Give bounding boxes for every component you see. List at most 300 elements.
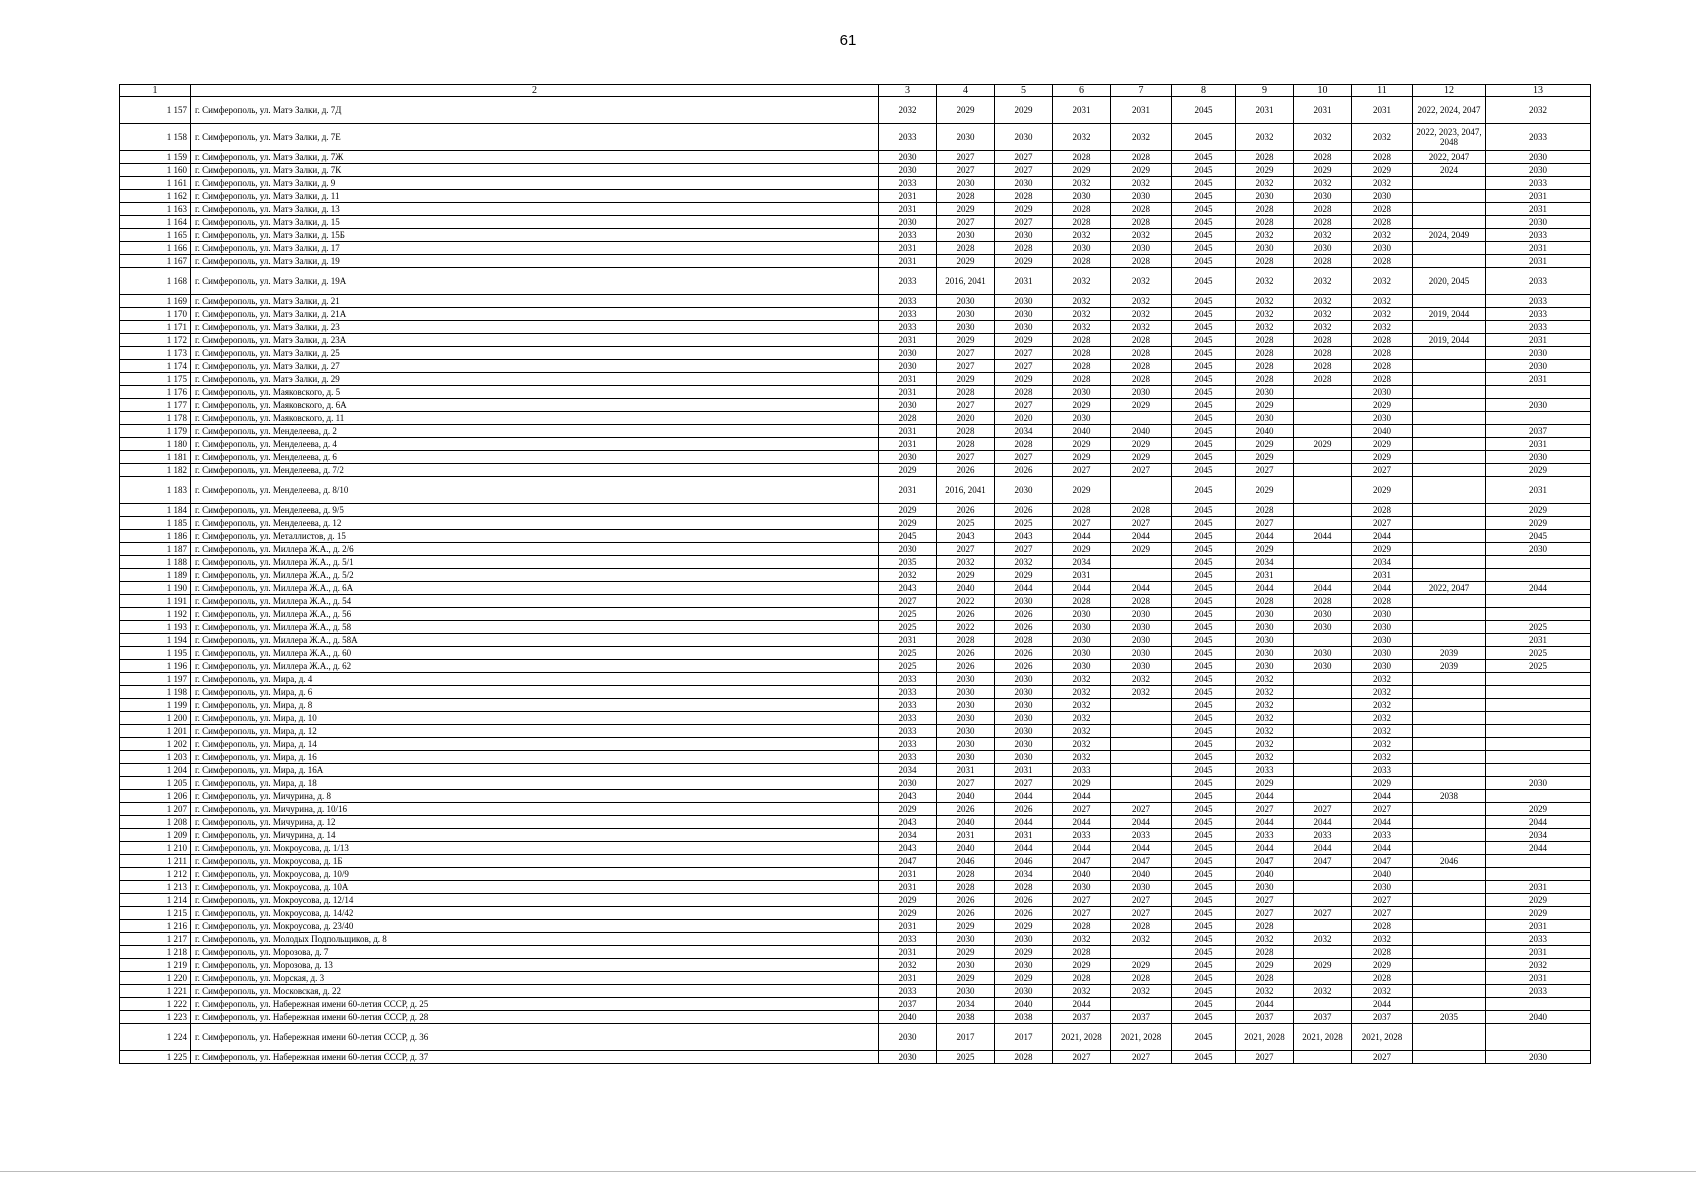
year-cell: 2044 — [1294, 842, 1352, 855]
year-cell: 2031 — [1053, 97, 1111, 124]
year-cell — [1486, 686, 1591, 699]
year-cell: 2031 — [1486, 946, 1591, 959]
year-cell: 2032 — [1053, 738, 1111, 751]
year-cell: 2025 — [937, 1051, 995, 1064]
year-cell: 2045 — [1172, 190, 1236, 203]
table-row — [120, 1051, 1591, 1064]
year-cell: 2040 — [1486, 1011, 1591, 1024]
year-cell: 2030 — [1486, 216, 1591, 229]
address-cell: г. Симферополь, ул. Мира, д. 10 — [191, 712, 879, 725]
year-cell: 2029 — [995, 373, 1053, 386]
year-cell: 2026 — [937, 907, 995, 920]
row-number-cell: 1 163 — [120, 203, 191, 216]
column-header: 7 — [1111, 85, 1172, 97]
year-cell: 2032 — [1352, 268, 1413, 295]
year-cell: 2030 — [879, 164, 937, 177]
year-cell: 2027 — [995, 399, 1053, 412]
year-cell: 2031 — [879, 190, 937, 203]
year-cell: 2027 — [1294, 907, 1352, 920]
year-cell — [1413, 347, 1486, 360]
year-cell: 2028 — [937, 881, 995, 894]
year-cell: 2030 — [1053, 621, 1111, 634]
year-cell: 2029 — [1294, 438, 1352, 451]
year-cell: 2022 — [937, 595, 995, 608]
row-number-cell: 1 200 — [120, 712, 191, 725]
address-cell: г. Симферополь, ул. Менделеева, д. 2 — [191, 425, 879, 438]
year-cell: 2028 — [937, 242, 995, 255]
year-cell: 2027 — [995, 451, 1053, 464]
year-cell: 2040 — [1111, 425, 1172, 438]
address-cell: г. Симферополь, ул. Маяковского, д. 5 — [191, 386, 879, 399]
address-cell: г. Симферополь, ул. Набережная имени 60-летия СССР, д. 36 — [191, 1024, 879, 1051]
row-number-cell: 1 178 — [120, 412, 191, 425]
year-cell: 2032 — [1053, 308, 1111, 321]
year-cell: 2033 — [879, 295, 937, 308]
year-cell: 2030 — [1053, 412, 1111, 425]
year-cell: 2031 — [1486, 255, 1591, 268]
year-cell: 2026 — [995, 464, 1053, 477]
year-cell: 2045 — [1172, 412, 1236, 425]
address-cell: г. Симферополь, ул. Мокроусова, д. 1/13 — [191, 842, 879, 855]
year-cell: 2031 — [1486, 190, 1591, 203]
year-cell: 2030 — [1111, 386, 1172, 399]
year-cell: 2030 — [1294, 242, 1352, 255]
year-cell: 2028 — [1111, 360, 1172, 373]
year-cell — [1486, 725, 1591, 738]
year-cell: 2030 — [1053, 881, 1111, 894]
year-cell: 2045 — [1172, 998, 1236, 1011]
year-cell — [1111, 712, 1172, 725]
year-cell: 2028 — [1352, 347, 1413, 360]
year-cell: 2029 — [1053, 477, 1111, 504]
year-cell — [1413, 894, 1486, 907]
year-cell: 2024 — [1413, 164, 1486, 177]
year-cell: 2026 — [937, 504, 995, 517]
year-cell: 2044 — [1236, 842, 1294, 855]
year-cell: 2028 — [1053, 373, 1111, 386]
year-cell: 2032 — [1236, 177, 1294, 190]
year-cell: 2044 — [1352, 530, 1413, 543]
year-cell — [1111, 738, 1172, 751]
year-cell: 2026 — [937, 660, 995, 673]
year-cell: 2044 — [995, 790, 1053, 803]
address-cell: г. Симферополь, ул. Миллера Ж.А., д. 58 — [191, 621, 879, 634]
year-cell: 2030 — [995, 477, 1053, 504]
address-cell: г. Симферополь, ул. Миллера Ж.А., д. 54 — [191, 595, 879, 608]
table-row — [120, 959, 1591, 972]
address-cell: г. Симферополь, ул. Менделеева, д. 6 — [191, 451, 879, 464]
year-cell — [1486, 751, 1591, 764]
year-cell — [1413, 842, 1486, 855]
address-cell: г. Симферополь, ул. Матэ Залки, д. 7Д — [191, 97, 879, 124]
year-cell: 2032 — [1236, 751, 1294, 764]
year-cell: 2033 — [879, 229, 937, 242]
year-cell: 2030 — [1486, 1051, 1591, 1064]
year-cell: 2027 — [1236, 907, 1294, 920]
year-cell: 2044 — [995, 816, 1053, 829]
year-cell: 2045 — [1172, 816, 1236, 829]
row-number-cell: 1 161 — [120, 177, 191, 190]
year-cell: 2040 — [995, 998, 1053, 1011]
row-number-cell: 1 221 — [120, 985, 191, 998]
year-cell: 2026 — [995, 907, 1053, 920]
year-cell: 2032 — [1053, 177, 1111, 190]
year-cell: 2044 — [1236, 790, 1294, 803]
year-cell: 2029 — [879, 894, 937, 907]
year-cell: 2029 — [1352, 959, 1413, 972]
year-cell: 2027 — [1352, 803, 1413, 816]
column-header: 5 — [995, 85, 1053, 97]
address-cell: г. Симферополь, ул. Менделеева, д. 8/10 — [191, 477, 879, 504]
year-cell: 2032 — [1294, 321, 1352, 334]
year-cell — [1294, 998, 1352, 1011]
year-cell — [1413, 881, 1486, 894]
table-row — [120, 203, 1591, 216]
year-cell — [1413, 464, 1486, 477]
year-cell: 2044 — [1486, 842, 1591, 855]
year-cell: 2022 — [937, 621, 995, 634]
year-cell: 2030 — [937, 177, 995, 190]
row-number-cell: 1 168 — [120, 268, 191, 295]
year-cell — [1413, 412, 1486, 425]
year-cell — [1413, 373, 1486, 386]
year-cell — [1413, 216, 1486, 229]
year-cell: 2030 — [1236, 634, 1294, 647]
year-cell: 2046 — [995, 855, 1053, 868]
year-cell: 2030 — [879, 1051, 937, 1064]
year-cell: 2032 — [1236, 268, 1294, 295]
year-cell: 2029 — [937, 569, 995, 582]
year-cell — [1486, 608, 1591, 621]
year-cell — [1294, 868, 1352, 881]
year-cell — [1294, 699, 1352, 712]
year-cell: 2030 — [1236, 242, 1294, 255]
year-cell: 2028 — [1236, 151, 1294, 164]
year-cell: 2030 — [995, 321, 1053, 334]
year-cell: 2027 — [1352, 1051, 1413, 1064]
row-number-cell: 1 212 — [120, 868, 191, 881]
table-row — [120, 712, 1591, 725]
column-header: 11 — [1352, 85, 1413, 97]
row-number-cell: 1 203 — [120, 751, 191, 764]
year-cell: 2029 — [1053, 399, 1111, 412]
year-cell: 2030 — [879, 543, 937, 556]
year-cell — [1413, 451, 1486, 464]
year-cell — [1294, 504, 1352, 517]
year-cell: 2032 — [1111, 229, 1172, 242]
year-cell: 2028 — [995, 438, 1053, 451]
row-number-cell: 1 183 — [120, 477, 191, 504]
year-cell: 2030 — [879, 1024, 937, 1051]
year-cell: 2029 — [1236, 438, 1294, 451]
year-cell: 2044 — [1352, 582, 1413, 595]
year-cell: 2028 — [1352, 334, 1413, 347]
year-cell: 2029 — [1352, 399, 1413, 412]
address-cell: г. Симферополь, ул. Мира, д. 18 — [191, 777, 879, 790]
year-cell: 2033 — [1486, 308, 1591, 321]
year-cell: 2032 — [1294, 124, 1352, 151]
year-cell: 2031 — [879, 203, 937, 216]
year-cell: 2026 — [995, 803, 1053, 816]
year-cell: 2028 — [1053, 151, 1111, 164]
table-row — [120, 751, 1591, 764]
year-cell: 2028 — [995, 242, 1053, 255]
year-cell: 2033 — [879, 712, 937, 725]
year-cell: 2028 — [1352, 920, 1413, 933]
year-cell: 2032 — [1053, 321, 1111, 334]
year-cell — [1413, 751, 1486, 764]
year-cell — [1294, 712, 1352, 725]
row-number-cell: 1 213 — [120, 881, 191, 894]
table-row — [120, 164, 1591, 177]
year-cell: 2030 — [937, 985, 995, 998]
year-cell: 2026 — [937, 803, 995, 816]
year-cell: 2020 — [937, 412, 995, 425]
year-cell: 2030 — [937, 321, 995, 334]
year-cell: 2027 — [937, 451, 995, 464]
address-cell: г. Симферополь, ул. Мира, д. 16 — [191, 751, 879, 764]
year-cell: 2030 — [1111, 660, 1172, 673]
table-row — [120, 321, 1591, 334]
year-cell: 2026 — [995, 504, 1053, 517]
year-cell: 2033 — [879, 673, 937, 686]
year-cell: 2022, 2023, 2047, 2048 — [1413, 124, 1486, 151]
table-row — [120, 595, 1591, 608]
year-cell: 2032 — [995, 556, 1053, 569]
year-cell: 2029 — [1352, 164, 1413, 177]
year-cell: 2045 — [1172, 946, 1236, 959]
year-cell: 2031 — [1486, 477, 1591, 504]
year-cell: 2031 — [937, 829, 995, 842]
year-cell: 2025 — [879, 660, 937, 673]
year-cell: 2027 — [995, 151, 1053, 164]
year-cell — [1294, 386, 1352, 399]
year-cell: 2030 — [1053, 242, 1111, 255]
year-cell: 2029 — [1236, 399, 1294, 412]
table-row — [120, 386, 1591, 399]
year-cell: 2045 — [1172, 308, 1236, 321]
row-number-cell: 1 222 — [120, 998, 191, 1011]
address-cell: г. Симферополь, ул. Матэ Залки, д. 17 — [191, 242, 879, 255]
year-cell: 2045 — [1172, 569, 1236, 582]
year-cell: 2032 — [1053, 751, 1111, 764]
year-cell: 2031 — [879, 477, 937, 504]
year-cell: 2028 — [1236, 920, 1294, 933]
row-number-cell: 1 192 — [120, 608, 191, 621]
year-cell: 2044 — [1111, 582, 1172, 595]
year-cell: 2045 — [1172, 321, 1236, 334]
row-number-cell: 1 172 — [120, 334, 191, 347]
year-cell: 2045 — [1172, 621, 1236, 634]
year-cell: 2044 — [1236, 998, 1294, 1011]
year-cell: 2030 — [1111, 634, 1172, 647]
year-cell: 2028 — [1294, 373, 1352, 386]
year-cell: 2029 — [937, 97, 995, 124]
year-cell: 2030 — [1352, 190, 1413, 203]
year-cell: 2032 — [1294, 268, 1352, 295]
year-cell: 2045 — [1172, 504, 1236, 517]
year-cell: 2030 — [995, 699, 1053, 712]
year-cell: 2045 — [1172, 907, 1236, 920]
year-cell: 2038 — [995, 1011, 1053, 1024]
year-cell — [1111, 412, 1172, 425]
year-cell: 2030 — [1352, 242, 1413, 255]
year-cell: 2032 — [1294, 933, 1352, 946]
year-cell: 2045 — [1172, 660, 1236, 673]
year-cell: 2032 — [1352, 177, 1413, 190]
address-cell: г. Симферополь, ул. Матэ Залки, д. 11 — [191, 190, 879, 203]
year-cell: 2029 — [1236, 543, 1294, 556]
row-number-cell: 1 189 — [120, 569, 191, 582]
year-cell — [1413, 959, 1486, 972]
table-row — [120, 907, 1591, 920]
table-row — [120, 504, 1591, 517]
row-number-cell: 1 219 — [120, 959, 191, 972]
year-cell: 2045 — [1172, 347, 1236, 360]
year-cell: 2033 — [879, 699, 937, 712]
year-cell — [1294, 738, 1352, 751]
address-cell: г. Симферополь, ул. Матэ Залки, д. 13 — [191, 203, 879, 216]
year-cell: 2031 — [995, 764, 1053, 777]
year-cell: 2045 — [1172, 1051, 1236, 1064]
year-cell: 2033 — [879, 933, 937, 946]
table-row — [120, 425, 1591, 438]
year-cell: 2044 — [1486, 582, 1591, 595]
address-cell: г. Симферополь, ул. Миллера Ж.А., д. 60 — [191, 647, 879, 660]
address-cell: г. Симферополь, ул. Мичурина, д. 8 — [191, 790, 879, 803]
year-cell: 2031 — [1111, 97, 1172, 124]
table-row — [120, 412, 1591, 425]
year-cell: 2030 — [1352, 608, 1413, 621]
year-cell: 2045 — [1172, 972, 1236, 985]
year-cell — [1413, 177, 1486, 190]
year-cell: 2030 — [1053, 190, 1111, 203]
year-cell: 2045 — [1172, 582, 1236, 595]
year-cell: 2029 — [937, 255, 995, 268]
year-cell: 2027 — [1111, 464, 1172, 477]
year-cell: 2045 — [1172, 229, 1236, 242]
table-row — [120, 543, 1591, 556]
year-cell — [1111, 790, 1172, 803]
year-cell: 2032 — [1294, 295, 1352, 308]
row-number-cell: 1 188 — [120, 556, 191, 569]
year-cell: 2031 — [879, 946, 937, 959]
row-number-cell: 1 160 — [120, 164, 191, 177]
address-cell: г. Симферополь, ул. Мира, д. 6 — [191, 686, 879, 699]
year-cell: 2032 — [1352, 229, 1413, 242]
year-cell: 2040 — [1352, 868, 1413, 881]
year-cell: 2030 — [1236, 660, 1294, 673]
year-cell: 2045 — [1172, 855, 1236, 868]
year-cell: 2027 — [1053, 803, 1111, 816]
year-cell: 2040 — [937, 790, 995, 803]
year-cell: 2045 — [1172, 124, 1236, 151]
year-cell — [1413, 399, 1486, 412]
table-row — [120, 894, 1591, 907]
year-cell: 2032 — [1053, 725, 1111, 738]
column-header: 13 — [1486, 85, 1591, 97]
row-number-cell: 1 191 — [120, 595, 191, 608]
year-cell: 2030 — [879, 360, 937, 373]
year-cell: 2045 — [1172, 151, 1236, 164]
row-number-cell: 1 220 — [120, 972, 191, 985]
year-cell: 2028 — [1053, 255, 1111, 268]
year-cell — [1413, 360, 1486, 373]
year-cell: 2028 — [1236, 946, 1294, 959]
year-cell: 2032 — [1111, 268, 1172, 295]
year-cell: 2027 — [1111, 517, 1172, 530]
year-cell: 2032 — [1111, 933, 1172, 946]
year-cell: 2028 — [1053, 595, 1111, 608]
address-cell: г. Симферополь, ул. Мира, д. 8 — [191, 699, 879, 712]
year-cell: 2024, 2049 — [1413, 229, 1486, 242]
year-cell: 2029 — [1236, 477, 1294, 504]
year-cell: 2043 — [879, 790, 937, 803]
table-row — [120, 464, 1591, 477]
year-cell: 2031 — [1236, 569, 1294, 582]
year-cell — [1486, 556, 1591, 569]
year-cell: 2028 — [1352, 972, 1413, 985]
year-cell: 2032 — [1111, 177, 1172, 190]
year-cell: 2028 — [1111, 504, 1172, 517]
year-cell: 2030 — [879, 216, 937, 229]
year-cell: 2045 — [1172, 438, 1236, 451]
year-cell — [1413, 255, 1486, 268]
year-cell: 2045 — [1172, 985, 1236, 998]
table-row — [120, 998, 1591, 1011]
year-cell: 2030 — [995, 308, 1053, 321]
year-cell: 2032 — [1236, 725, 1294, 738]
table-row — [120, 229, 1591, 242]
year-cell: 2037 — [1486, 425, 1591, 438]
column-header: 6 — [1053, 85, 1111, 97]
table-row — [120, 933, 1591, 946]
year-cell: 2043 — [879, 816, 937, 829]
year-cell: 2027 — [1053, 464, 1111, 477]
year-cell: 2045 — [1172, 881, 1236, 894]
year-cell: 2033 — [879, 985, 937, 998]
year-cell — [1294, 673, 1352, 686]
year-cell — [1413, 295, 1486, 308]
year-cell: 2021, 2028 — [1294, 1024, 1352, 1051]
year-cell: 2032 — [1111, 985, 1172, 998]
year-cell — [1413, 321, 1486, 334]
year-cell: 2025 — [1486, 660, 1591, 673]
year-cell: 2028 — [1236, 347, 1294, 360]
year-cell: 2027 — [1111, 803, 1172, 816]
year-cell: 2045 — [1172, 386, 1236, 399]
table-row — [120, 660, 1591, 673]
year-cell: 2030 — [1352, 386, 1413, 399]
year-cell — [1413, 777, 1486, 790]
year-cell: 2040 — [1352, 425, 1413, 438]
year-cell: 2027 — [937, 216, 995, 229]
address-cell: г. Симферополь, ул. Матэ Залки, д. 19 — [191, 255, 879, 268]
year-cell: 2017 — [995, 1024, 1053, 1051]
table-row — [120, 124, 1591, 151]
table-row — [120, 477, 1591, 504]
year-cell: 2034 — [1486, 829, 1591, 842]
row-number-cell: 1 162 — [120, 190, 191, 203]
year-cell — [1413, 764, 1486, 777]
year-cell: 2021, 2028 — [1111, 1024, 1172, 1051]
year-cell — [1413, 998, 1486, 1011]
table-row — [120, 699, 1591, 712]
year-cell: 2031 — [879, 438, 937, 451]
year-cell: 2034 — [995, 868, 1053, 881]
year-cell: 2044 — [1053, 790, 1111, 803]
year-cell: 2044 — [1111, 842, 1172, 855]
